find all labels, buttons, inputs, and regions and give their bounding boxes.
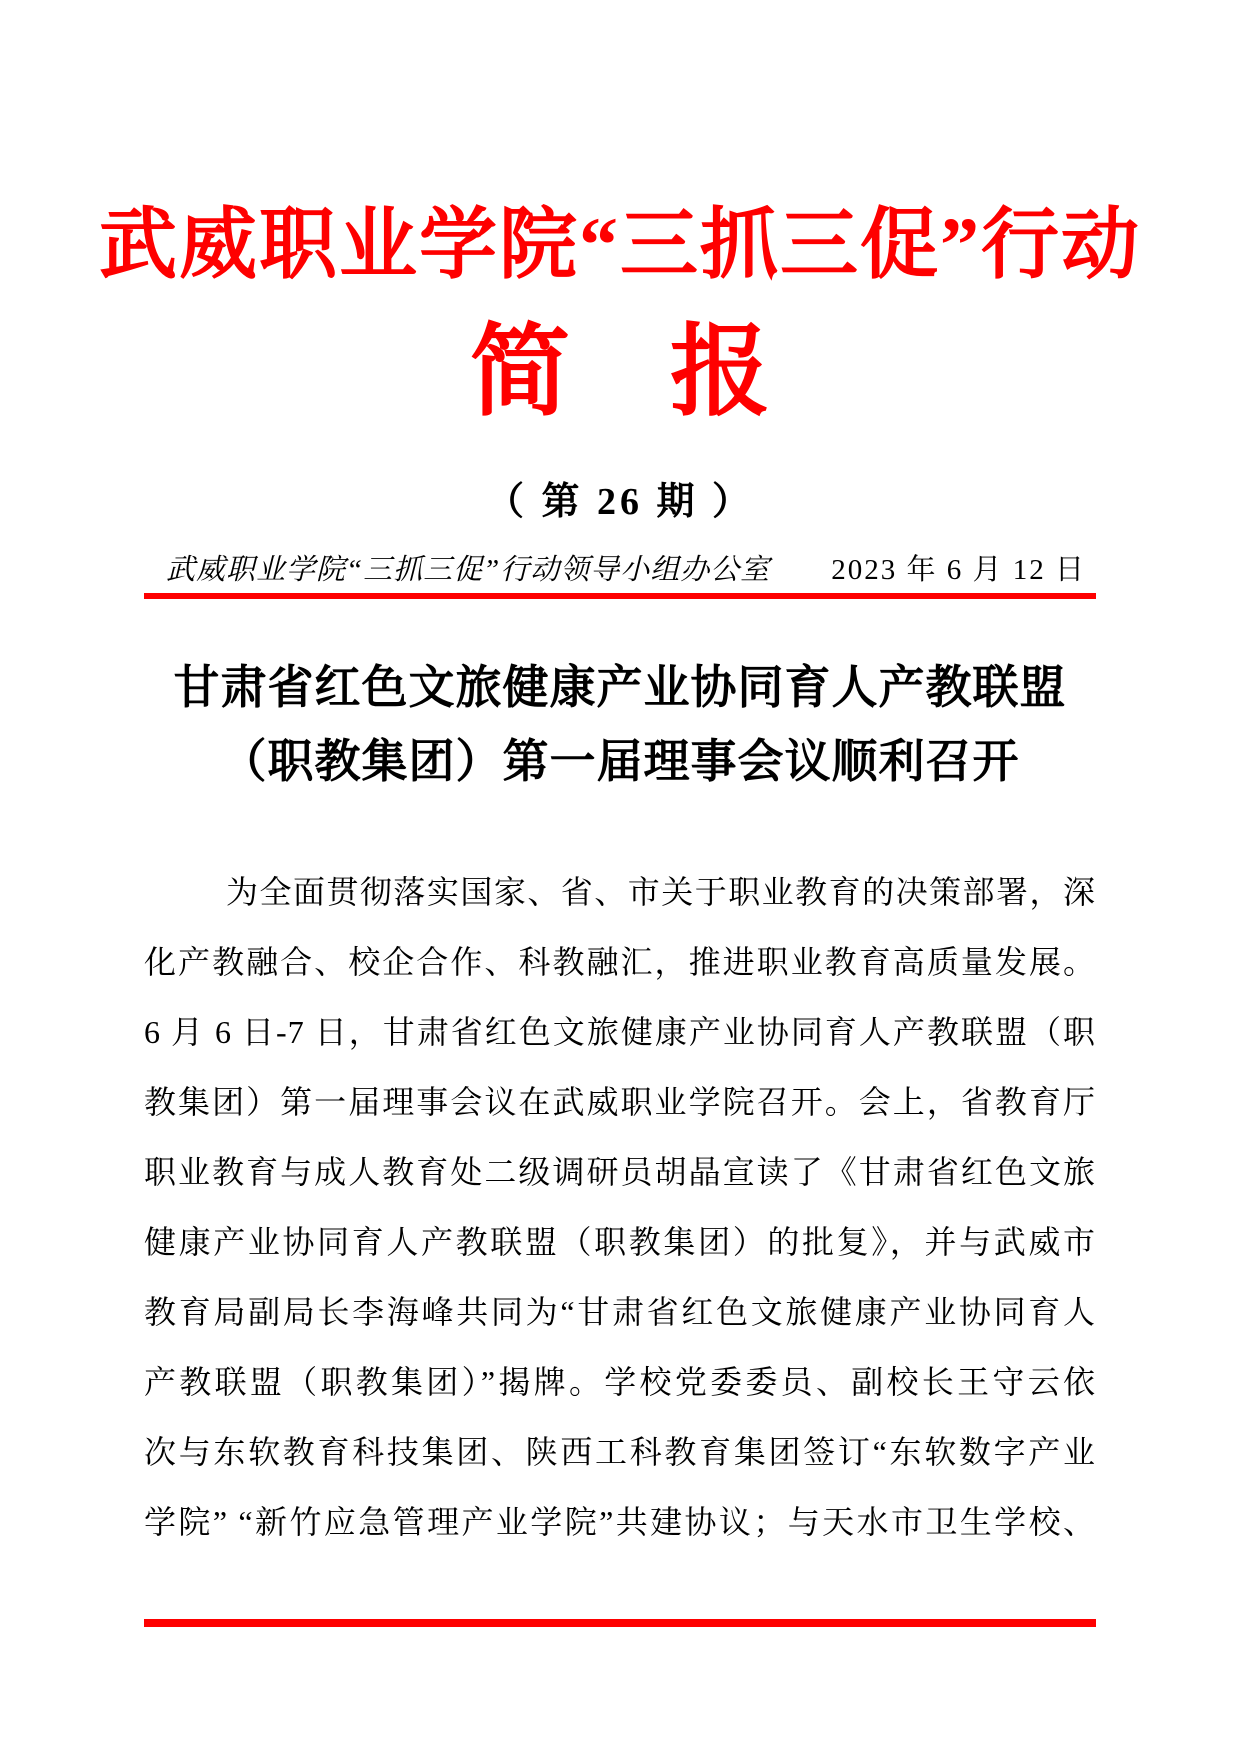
article-title-line2: （职教集团）第一届理事会议顺利召开: [220, 736, 1020, 787]
footer-double-rule: [144, 1619, 1096, 1627]
body-line-1: 为全面贯彻落实国家、省、市关于职业教育的决策部署，深: [226, 874, 1096, 910]
issuer-office-name: 武威职业学院“三抓三促”行动领导小组办公室: [166, 554, 771, 586]
body-line-7: 教育局副局长李海峰共同为“甘肃省红色文旅健康产业协同育人: [144, 1294, 1096, 1330]
issuer-row: [144, 553, 1096, 587]
article-body: [144, 857, 1096, 1557]
issue-number-label: （ 第 26 期 ）: [485, 481, 754, 523]
body-line-9: 次与东软教育科技集团、陕西工科教育集团签订“东软数字产业: [144, 1434, 1096, 1470]
masthead-org-action-title: 武威职业学院“三抓三促”行动: [98, 201, 1141, 288]
body-line-5: 职业教育与成人教育处二级调研员胡晶宣读了《甘肃省红色文旅: [144, 1154, 1096, 1190]
article-title-line1: 甘肃省红色文旅健康产业协同育人产教联盟: [173, 662, 1067, 713]
body-line-3: 6 月 6 日-7 日，甘肃省红色文旅健康产业协同育人产教联盟（职: [144, 1014, 1096, 1050]
content-column: [144, 553, 1096, 1627]
masthead-bulletin-name: 简 报: [470, 317, 770, 428]
body-line-6: 健康产业协同育人产教联盟（职教集团）的批复》，并与武威市: [144, 1224, 1096, 1260]
body-line-2: 化产教融合、校企合作、科教融汇，推进职业教育高质量发展。: [144, 944, 1096, 980]
article-title: [144, 651, 1096, 799]
body-line-4: 教集团）第一届理事会议在武威职业学院召开。会上，省教育厅: [144, 1084, 1096, 1120]
masthead-divider-rule: [144, 593, 1096, 599]
masthead: [0, 200, 1240, 525]
issue-date: 2023 年 6 月 12 日: [831, 554, 1086, 586]
body-line-10: 学院” “新竹应急管理产业学院”共建协议；与天水市卫生学校、: [144, 1504, 1096, 1540]
body-line-8: 产教联盟（职教集团）”揭牌。学校党委委员、副校长王守云依: [144, 1364, 1096, 1400]
